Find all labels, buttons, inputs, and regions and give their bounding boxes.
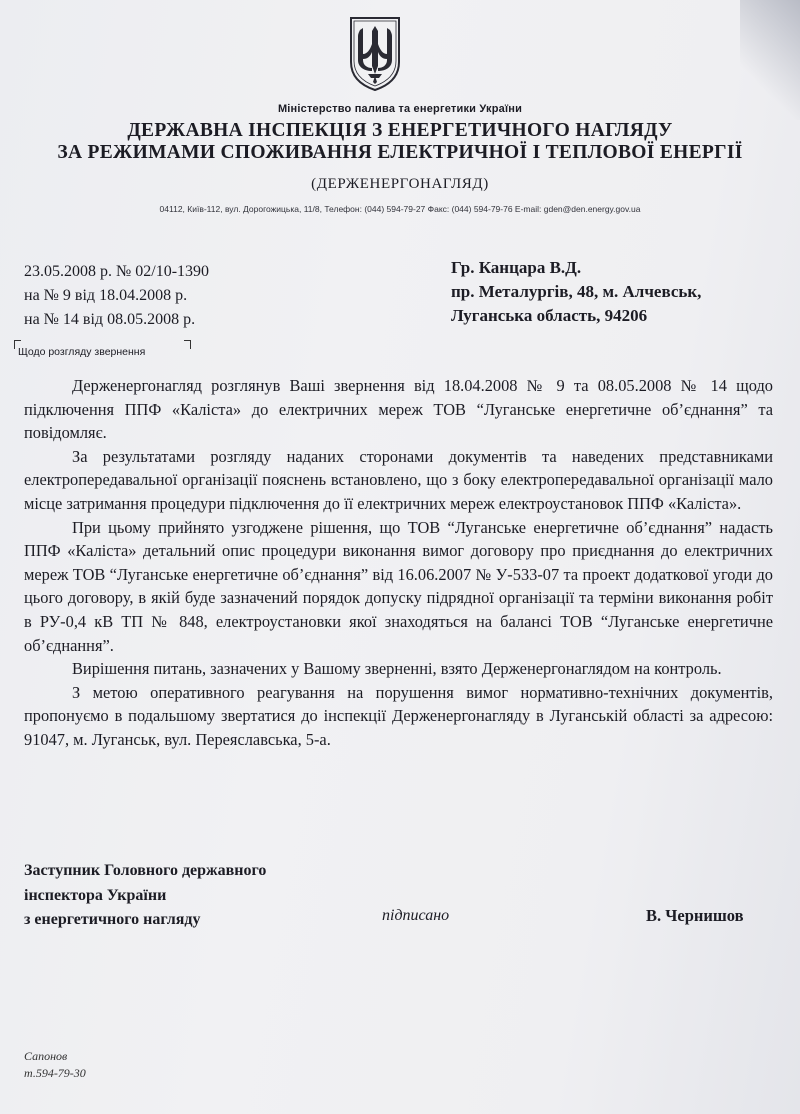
scan-shadow (740, 0, 800, 120)
body-paragraph: За результатами розгляду наданих сторонами документів та наведених представниками електропередавальної організації пояснень встановлено, що з боку електропередавальної організації мало місце затримання процедури підключення до її електричних мереж електроустановок ППФ «Каліста». (24, 446, 773, 513)
letterhead-address: 04112, Київ-112, вул. Дорогожицька, 11/8, Телефон: (044) 594-79-27 Факс: (044) 594-79-76 E-mail: gden@den.energy.gov.ua (159, 204, 641, 214)
letter-body (24, 374, 773, 752)
subject-line: Щодо розгляду звернення (18, 346, 146, 358)
body-paragraph: З метою оперативного реагування на порушення вимог нормативно-технічних документів, пропонуємо в подальшому звертатися до інспекції Держенергонагляду в Луганській області за адресою: 91047, м. Луганськ, вул. Переяславська, 5-а. (24, 682, 773, 749)
incoming-reference-1: на № 9 від 18.04.2008 р. (24, 287, 188, 304)
signatory-title-line2: інспектора України (24, 886, 167, 904)
body-paragraph: Вирішення питань, зазначених у Вашому зверненні, взято Держенергонаглядом на контроль. (72, 659, 722, 679)
recipient-name: Гр. Канцара В.Д. (451, 258, 582, 277)
organization-short-name: (ДЕРЖЕНЕРГОНАГЛЯД) (311, 176, 489, 192)
ministry-name: Міністерство палива та енергетики України (277, 103, 523, 115)
signed-note: підписано (382, 907, 450, 924)
signer-name: В. Чернишов (646, 906, 744, 925)
recipient-region: Луганська область, 94206 (451, 306, 648, 325)
incoming-reference-2: на № 14 від 08.05.2008 р. (24, 311, 196, 328)
signatory-title (24, 859, 266, 933)
outgoing-reference: 23.05.2008 р. № 02/10-1390 (24, 263, 210, 280)
organization-name-line2: ЗА РЕЖИМАМИ СПОЖИВАННЯ ЕЛЕКТРИЧНОЇ І ТЕПЛОВОЇ ЕНЕРГІЇ (57, 142, 743, 163)
recipient-street: пр. Металургів, 48, м. Алчевськ, (451, 282, 702, 301)
executor-phone: т.594-79-30 (24, 1066, 86, 1080)
signatory-title-line3: з енергетичного нагляду (24, 911, 201, 928)
executor-info (24, 1048, 86, 1082)
body-paragraph: Держенергонагляд розглянув Ваші звернення від 18.04.2008 № 9 та 08.05.2008 № 14 щодо підключення ППФ «Каліста» до електричних мереж ТОВ “Луганське енергетичне об’єднання” та повідомляє. (24, 376, 773, 443)
tryzub-coat-of-arms-icon (346, 14, 404, 92)
executor-name: Сапонов (24, 1049, 68, 1063)
organization-name-line1: ДЕРЖАВНА ІНСПЕКЦІЯ З ЕНЕРГЕТИЧНОГО НАГЛЯДУ (127, 120, 673, 141)
signatory-title-line1: Заступник Головного державного (24, 862, 267, 879)
subject-bracket-right (184, 340, 191, 349)
body-paragraph: При цьому прийнято узгоджене рішення, що ТОВ “Луганське енергетичне об’єднання” надасть ППФ «Каліста» детальний опис процедури виконання вимог договору про приєднання до електричних мереж ТОВ “Луганське енергетичне об’єднання” від 16.06.2007 № У-533-07 та проект додаткової угоди до цього договору, в якій буде зазначений порядок допуску підрядної організації та терміни виконання робіт в РУ-0,4 кВ ТП № 848, електроустановки якої знаходяться на балансі ТОВ “Луганське енергетичне об’єднання”. (24, 517, 773, 655)
